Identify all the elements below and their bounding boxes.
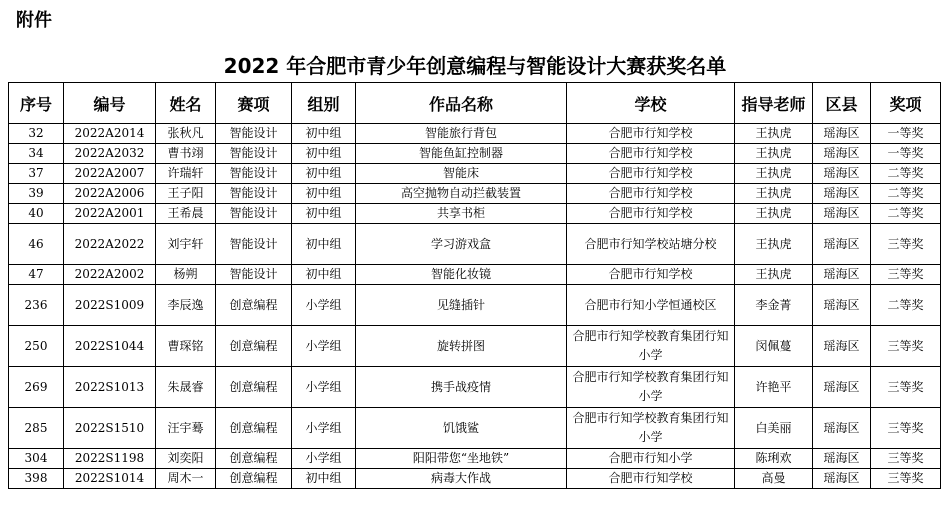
- cell-name: 刘奕阳: [156, 449, 216, 469]
- cell-work: 高空抛物自动拦截装置: [356, 184, 567, 204]
- cell-award: 三等奖: [871, 265, 941, 285]
- header-group: 组别: [292, 83, 356, 124]
- cell-index: 236: [9, 285, 64, 326]
- cell-event: 创意编程: [216, 469, 292, 489]
- cell-school: 合肥市行知学校: [567, 124, 735, 144]
- cell-award: 三等奖: [871, 326, 941, 367]
- cell-work: 共享书柜: [356, 204, 567, 224]
- cell-award: 一等奖: [871, 124, 941, 144]
- cell-code: 2022A2001: [64, 204, 156, 224]
- cell-event: 智能设计: [216, 204, 292, 224]
- cell-index: 32: [9, 124, 64, 144]
- cell-index: 39: [9, 184, 64, 204]
- cell-award: 二等奖: [871, 285, 941, 326]
- cell-name: 王子阳: [156, 184, 216, 204]
- cell-group: 初中组: [292, 224, 356, 265]
- cell-teacher: 王执虎: [735, 204, 813, 224]
- award-table: [8, 82, 941, 489]
- cell-group: 初中组: [292, 469, 356, 489]
- cell-teacher: 白美丽: [735, 408, 813, 449]
- cell-district: 瑶海区: [813, 265, 871, 285]
- cell-code: 2022A2022: [64, 224, 156, 265]
- cell-code: 2022S1510: [64, 408, 156, 449]
- cell-code: 2022S1044: [64, 326, 156, 367]
- cell-district: 瑶海区: [813, 367, 871, 408]
- table-row: [9, 124, 941, 144]
- cell-code: 2022S1009: [64, 285, 156, 326]
- table-row: [9, 449, 941, 469]
- table-row: [9, 367, 941, 408]
- cell-work: 智能鱼缸控制器: [356, 144, 567, 164]
- cell-award: 三等奖: [871, 367, 941, 408]
- cell-award: 三等奖: [871, 224, 941, 265]
- cell-teacher: 王执虎: [735, 265, 813, 285]
- cell-index: 269: [9, 367, 64, 408]
- cell-school: 合肥市行知小学: [567, 449, 735, 469]
- table-row: [9, 326, 941, 367]
- header-code: 编号: [64, 83, 156, 124]
- cell-school: 合肥市行知学校: [567, 184, 735, 204]
- cell-school: 合肥市行知学校教育集团行知小学: [567, 408, 735, 449]
- cell-event: 智能设计: [216, 224, 292, 265]
- cell-name: 杨朔: [156, 265, 216, 285]
- cell-event: 创意编程: [216, 367, 292, 408]
- cell-group: 小学组: [292, 326, 356, 367]
- cell-district: 瑶海区: [813, 124, 871, 144]
- cell-name: 张秋凡: [156, 124, 216, 144]
- header-school: 学校: [567, 83, 735, 124]
- cell-work: 携手战疫情: [356, 367, 567, 408]
- table-body: [9, 124, 941, 489]
- table-row: [9, 408, 941, 449]
- cell-name: 朱晟睿: [156, 367, 216, 408]
- cell-teacher: 闵佩蔓: [735, 326, 813, 367]
- cell-school: 合肥市行知学校教育集团行知小学: [567, 326, 735, 367]
- header-index: 序号: [9, 83, 64, 124]
- cell-index: 304: [9, 449, 64, 469]
- cell-teacher: 王执虎: [735, 144, 813, 164]
- cell-event: 智能设计: [216, 184, 292, 204]
- cell-index: 46: [9, 224, 64, 265]
- cell-award: 三等奖: [871, 408, 941, 449]
- cell-district: 瑶海区: [813, 164, 871, 184]
- cell-event: 智能设计: [216, 164, 292, 184]
- cell-group: 初中组: [292, 164, 356, 184]
- cell-work: 病毒大作战: [356, 469, 567, 489]
- cell-event: 创意编程: [216, 449, 292, 469]
- cell-name: 王希晨: [156, 204, 216, 224]
- cell-work: 智能化妆镜: [356, 265, 567, 285]
- cell-code: 2022A2032: [64, 144, 156, 164]
- cell-district: 瑶海区: [813, 449, 871, 469]
- cell-work: 学习游戏盒: [356, 224, 567, 265]
- cell-district: 瑶海区: [813, 408, 871, 449]
- cell-award: 三等奖: [871, 469, 941, 489]
- cell-teacher: 李金菁: [735, 285, 813, 326]
- cell-name: 李辰逸: [156, 285, 216, 326]
- cell-district: 瑶海区: [813, 184, 871, 204]
- cell-group: 小学组: [292, 285, 356, 326]
- cell-work: 智能旅行背包: [356, 124, 567, 144]
- table-header-row: [9, 83, 941, 124]
- cell-code: 2022A2014: [64, 124, 156, 144]
- cell-district: 瑶海区: [813, 224, 871, 265]
- cell-name: 曹琛铭: [156, 326, 216, 367]
- cell-teacher: 陈琍欢: [735, 449, 813, 469]
- cell-name: 曹书翊: [156, 144, 216, 164]
- cell-group: 初中组: [292, 204, 356, 224]
- cell-teacher: 高曼: [735, 469, 813, 489]
- table-row: [9, 265, 941, 285]
- cell-index: 47: [9, 265, 64, 285]
- cell-event: 智能设计: [216, 124, 292, 144]
- cell-school: 合肥市行知学校: [567, 265, 735, 285]
- cell-award: 二等奖: [871, 184, 941, 204]
- header-award: 奖项: [871, 83, 941, 124]
- cell-event: 智能设计: [216, 265, 292, 285]
- cell-work: 旋转拼图: [356, 326, 567, 367]
- cell-name: 许瑞轩: [156, 164, 216, 184]
- cell-group: 小学组: [292, 449, 356, 469]
- document-title: 2022 年合肥市青少年创意编程与智能设计大赛获奖名单: [223, 54, 727, 78]
- cell-group: 初中组: [292, 265, 356, 285]
- cell-school: 合肥市行知学校: [567, 164, 735, 184]
- cell-code: 2022A2007: [64, 164, 156, 184]
- cell-teacher: 许艳平: [735, 367, 813, 408]
- cell-group: 小学组: [292, 367, 356, 408]
- cell-event: 创意编程: [216, 285, 292, 326]
- cell-teacher: 王执虎: [735, 184, 813, 204]
- cell-index: 40: [9, 204, 64, 224]
- cell-code: 2022S1014: [64, 469, 156, 489]
- table-row: [9, 164, 941, 184]
- cell-code: 2022A2002: [64, 265, 156, 285]
- cell-award: 二等奖: [871, 204, 941, 224]
- cell-school: 合肥市行知小学恒通校区: [567, 285, 735, 326]
- table-row: [9, 224, 941, 265]
- cell-work: 饥饿鲨: [356, 408, 567, 449]
- cell-index: 34: [9, 144, 64, 164]
- cell-index: 285: [9, 408, 64, 449]
- header-teacher: 指导老师: [735, 83, 813, 124]
- cell-teacher: 王执虎: [735, 124, 813, 144]
- cell-district: 瑶海区: [813, 144, 871, 164]
- cell-teacher: 王执虎: [735, 164, 813, 184]
- cell-event: 创意编程: [216, 326, 292, 367]
- cell-group: 初中组: [292, 124, 356, 144]
- cell-index: 398: [9, 469, 64, 489]
- cell-district: 瑶海区: [813, 469, 871, 489]
- cell-award: 三等奖: [871, 449, 941, 469]
- table-row: [9, 469, 941, 489]
- cell-event: 智能设计: [216, 144, 292, 164]
- table-row: [9, 144, 941, 164]
- cell-name: 汪宇蓦: [156, 408, 216, 449]
- attachment-label: 附件: [16, 10, 52, 31]
- cell-index: 250: [9, 326, 64, 367]
- cell-work: 智能床: [356, 164, 567, 184]
- cell-group: 初中组: [292, 144, 356, 164]
- cell-name: 刘宇轩: [156, 224, 216, 265]
- header-name: 姓名: [156, 83, 216, 124]
- header-work: 作品名称: [356, 83, 567, 124]
- cell-school: 合肥市行知学校站塘分校: [567, 224, 735, 265]
- cell-award: 一等奖: [871, 144, 941, 164]
- cell-teacher: 王执虎: [735, 224, 813, 265]
- cell-school: 合肥市行知学校教育集团行知小学: [567, 367, 735, 408]
- cell-code: 2022S1013: [64, 367, 156, 408]
- cell-district: 瑶海区: [813, 204, 871, 224]
- cell-group: 小学组: [292, 408, 356, 449]
- cell-work: 见缝插针: [356, 285, 567, 326]
- header-event: 赛项: [216, 83, 292, 124]
- cell-name: 周木一: [156, 469, 216, 489]
- cell-school: 合肥市行知学校: [567, 204, 735, 224]
- cell-code: 2022S1198: [64, 449, 156, 469]
- cell-district: 瑶海区: [813, 285, 871, 326]
- table-row: [9, 285, 941, 326]
- cell-group: 初中组: [292, 184, 356, 204]
- cell-award: 二等奖: [871, 164, 941, 184]
- table-row: [9, 204, 941, 224]
- cell-school: 合肥市行知学校: [567, 469, 735, 489]
- cell-school: 合肥市行知学校: [567, 144, 735, 164]
- header-district: 区县: [813, 83, 871, 124]
- cell-district: 瑶海区: [813, 326, 871, 367]
- cell-work: 阳阳带您“坐地铁”: [356, 449, 567, 469]
- cell-index: 37: [9, 164, 64, 184]
- cell-code: 2022A2006: [64, 184, 156, 204]
- cell-event: 创意编程: [216, 408, 292, 449]
- table-row: [9, 184, 941, 204]
